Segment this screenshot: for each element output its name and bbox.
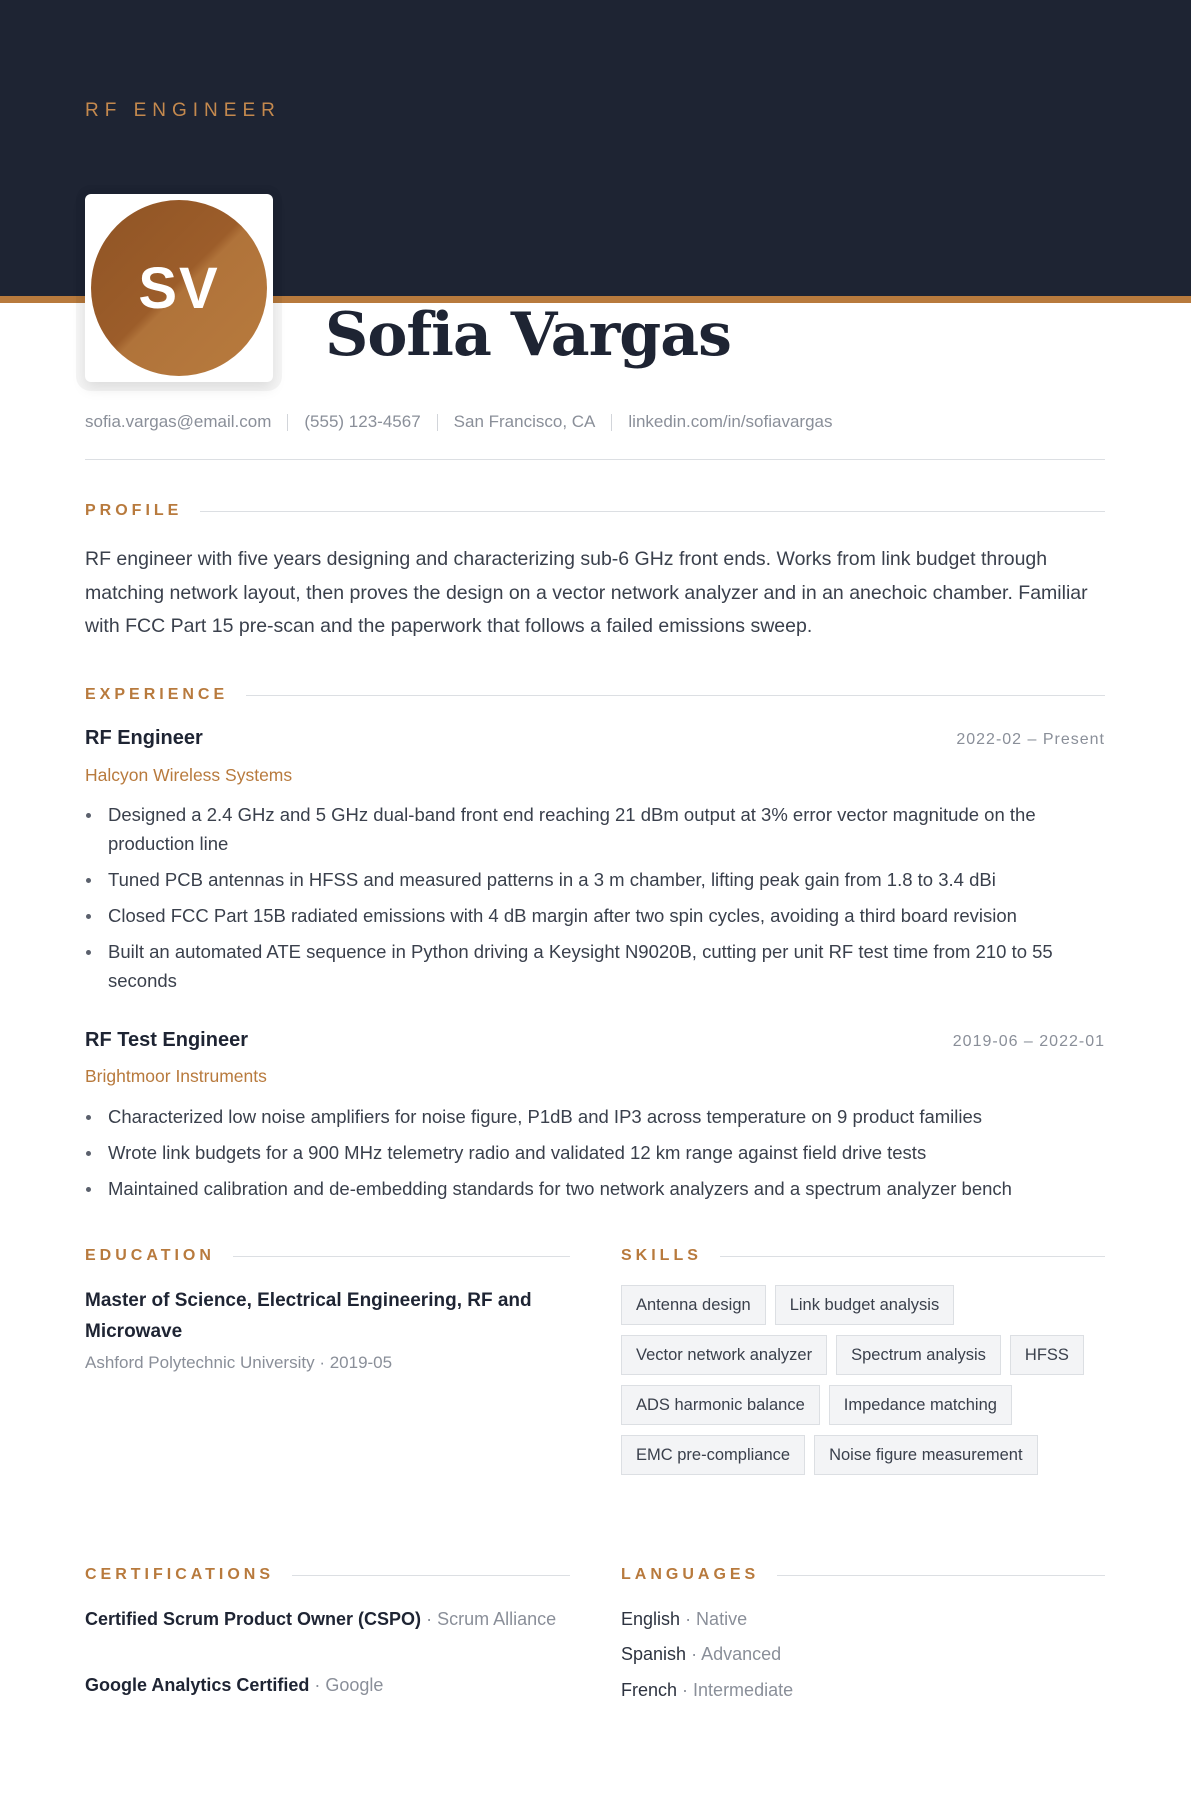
candidate-name: Sofia Vargas bbox=[325, 300, 731, 370]
certification-issuer: · Google bbox=[314, 1675, 384, 1695]
certification-item bbox=[85, 1605, 565, 1634]
section-rule bbox=[246, 695, 1105, 696]
contact-linkedin[interactable]: linkedin.com/in/sofiavargas bbox=[628, 412, 833, 431]
language-level: · Native bbox=[685, 1609, 748, 1629]
language-name: French bbox=[621, 1680, 678, 1700]
contact-bar bbox=[85, 412, 833, 432]
section-label: SKILLS bbox=[621, 1247, 702, 1264]
list-item: Wrote link budgets for a 900 MHz telemetry radio and validated 12 km range against field drive tests bbox=[85, 1138, 1085, 1167]
avatar bbox=[91, 200, 267, 376]
profile-summary: RF engineer with five years designing and characterizing sub-6 GHz front ends. Works from link budget through matching network layout, then proves the design on a vector network analyzer and in an anechoic chamber. Familiar with FCC Part 15 pre-scan and the paperwork that follows a failed emissions sweep. bbox=[85, 548, 1088, 637]
avatar-card bbox=[85, 194, 273, 382]
job-bullets bbox=[85, 1102, 1085, 1210]
language-item bbox=[621, 1680, 793, 1701]
job-company: Halcyon Wireless Systems bbox=[85, 765, 293, 785]
section-label: PROFILE bbox=[85, 502, 183, 519]
job-title: RF Test Engineer bbox=[85, 1029, 248, 1051]
language-name: English bbox=[621, 1609, 681, 1629]
certification-name: Certified Scrum Product Owner (CSPO) bbox=[85, 1609, 422, 1629]
contact-separator bbox=[437, 414, 438, 431]
education-school: Ashford Polytechnic University · 2019-05 bbox=[85, 1353, 393, 1372]
contact-separator bbox=[611, 414, 612, 431]
section-title-profile bbox=[85, 502, 1105, 520]
skills-list bbox=[621, 1285, 1111, 1485]
skill-chip: Antenna design bbox=[621, 1285, 766, 1325]
section-label: CERTIFICATIONS bbox=[85, 1566, 275, 1583]
list-item: Built an automated ATE sequence in Python driving a Keysight N9020B, cutting per unit RF test time from 210 to 55 seconds bbox=[85, 937, 1085, 995]
avatar-initials: SV bbox=[138, 255, 220, 321]
language-item bbox=[621, 1644, 781, 1665]
section-rule bbox=[292, 1575, 570, 1576]
skill-chip: EMC pre-compliance bbox=[621, 1435, 805, 1475]
job-company: Brightmoor Instruments bbox=[85, 1066, 267, 1086]
section-label: EDUCATION bbox=[85, 1247, 215, 1264]
skill-chip: Vector network analyzer bbox=[621, 1335, 827, 1375]
role-title: RF ENGINEER bbox=[85, 100, 281, 121]
section-rule bbox=[233, 1256, 570, 1257]
language-name: Spanish bbox=[621, 1644, 687, 1664]
section-rule bbox=[720, 1256, 1105, 1257]
skill-chip: HFSS bbox=[1010, 1335, 1084, 1375]
section-rule bbox=[777, 1575, 1105, 1576]
skill-chip: Noise figure measurement bbox=[814, 1435, 1038, 1475]
contact-email[interactable]: sofia.vargas@email.com bbox=[85, 412, 272, 431]
language-item bbox=[621, 1609, 747, 1630]
list-item: Tuned PCB antennas in HFSS and measured patterns in a 3 m chamber, lifting peak gain from 1.8 to 3.4 dBi bbox=[85, 865, 1085, 894]
section-rule bbox=[200, 511, 1105, 512]
certification-item bbox=[85, 1671, 565, 1700]
list-item: Closed FCC Part 15B radiated emissions with 4 dB margin after two spin cycles, avoiding a third board revision bbox=[85, 901, 1085, 930]
language-level: · Advanced bbox=[691, 1644, 782, 1664]
section-title-experience bbox=[85, 686, 1105, 704]
skill-chip: Link budget analysis bbox=[775, 1285, 955, 1325]
section-title-education bbox=[85, 1247, 570, 1265]
list-item: Maintained calibration and de-embedding standards for two network analyzers and a spectrum analyzer bench bbox=[85, 1174, 1085, 1203]
education-degree: Master of Science, Electrical Engineering, RF and Microwave bbox=[85, 1290, 532, 1342]
contact-location: San Francisco, CA bbox=[453, 412, 596, 431]
section-label: LANGUAGES bbox=[621, 1566, 760, 1583]
contact-phone[interactable]: (555) 123-4567 bbox=[304, 412, 421, 431]
skill-chip: Spectrum analysis bbox=[836, 1335, 1001, 1375]
contact-separator bbox=[287, 414, 288, 431]
job-dates: 2022-02 – Present bbox=[956, 731, 1105, 748]
section-title-skills bbox=[621, 1247, 1105, 1265]
header-divider bbox=[85, 459, 1105, 460]
certification-name: Google Analytics Certified bbox=[85, 1675, 310, 1695]
section-title-certifications bbox=[85, 1566, 570, 1584]
skill-chip: Impedance matching bbox=[829, 1385, 1012, 1425]
job-bullets bbox=[85, 800, 1085, 1002]
certification-issuer: · Scrum Alliance bbox=[426, 1609, 557, 1629]
list-item: Characterized low noise amplifiers for noise figure, P1dB and IP3 across temperature on 9 product families bbox=[85, 1102, 1085, 1131]
job-dates: 2019-06 – 2022-01 bbox=[952, 1033, 1105, 1050]
section-title-languages bbox=[621, 1566, 1105, 1584]
skill-chip: ADS harmonic balance bbox=[621, 1385, 820, 1425]
list-item: Designed a 2.4 GHz and 5 GHz dual-band front end reaching 21 dBm output at 3% error vector magnitude on the production line bbox=[85, 800, 1085, 858]
section-label: EXPERIENCE bbox=[85, 686, 229, 703]
job-title: RF Engineer bbox=[85, 727, 203, 749]
language-level: · Intermediate bbox=[682, 1680, 794, 1700]
